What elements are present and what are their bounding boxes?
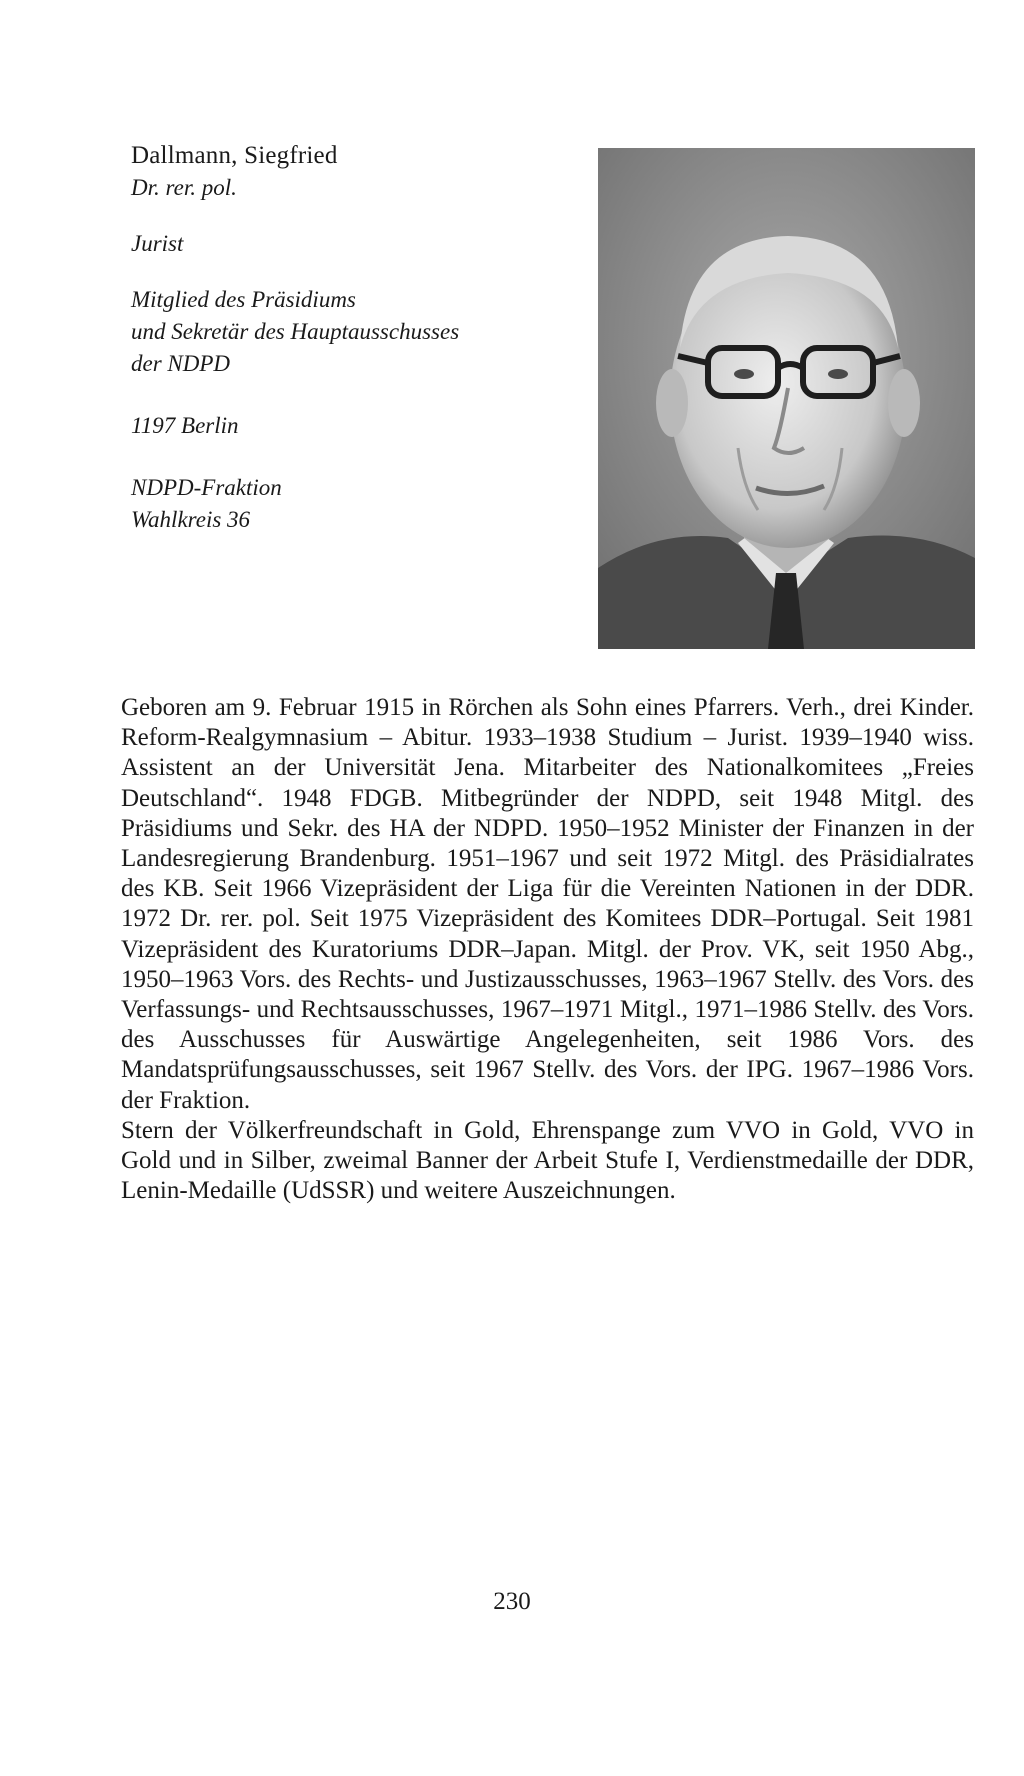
person-name: Dallmann, Siegfried xyxy=(131,142,338,169)
positions-block xyxy=(131,284,571,380)
biography-awards: Stern der Völkerfreundschaft in Gold, Ehrenspange zum VVO in Gold, VVO in Gold und in Silber, zweimal Banner der Arbeit Stufe I, Verdienstmedaille der DDR, Lenin-Medaille (UdSSR) und weitere Auszeichnungen. xyxy=(121,1116,974,1205)
faction: NDPD-Fraktion xyxy=(131,475,282,500)
profession: Jurist xyxy=(131,231,184,256)
faction-block xyxy=(131,472,571,536)
constituency: Wahlkreis 36 xyxy=(131,507,251,532)
academic-title: Dr. rer. pol. xyxy=(131,175,237,200)
portrait-photo xyxy=(598,148,975,649)
position-line-3: der NDPD xyxy=(131,351,231,376)
entry-header xyxy=(131,140,571,536)
address: 1197 Berlin xyxy=(131,413,239,438)
page-number: 230 xyxy=(493,1588,531,1615)
position-line-2: und Sekretär des Hauptausschusses xyxy=(131,319,460,344)
biography-text xyxy=(121,693,974,1206)
position-line-1: Mitglied des Präsidiums xyxy=(131,287,356,312)
biography-career: Geboren am 9. Februar 1915 in Rörchen als Sohn eines Pfarrers. Verh., drei Kinder. Reform-Realgymnasium – Abitur. 1933–1938 Studium – Jurist. 1939–1940 wiss. Assistent an der Universität Jena. Mitarbeiter des Nationalkomitees „Freies Deutschland“. 1948 FDGB. Mitbegründer der NDPD, seit 1948 Mitgl. des Präsidiums und Sekr. des HA der NDPD. 1950–1952 Minister der Finanzen in der Landesregierung Brandenburg. 1951–1967 und seit 1972 Mitgl. des Präsidialrates des KB. Seit 1966 Vizepräsident der Liga für die Vereinten Nationen in der DDR. 1972 Dr. rer. pol. Seit 1975 Vizepräsident des Komitees DDR–Portugal. Seit 1981 Vizepräsident des Kuratoriums DDR–Japan. Mitgl. der Prov. VK, seit 1950 Abg., 1950–1963 Vors. des Rechts- und Justizausschusses, 1963–1967 Stellv. des Vors. des Verfassungs- und Rechtsausschusses, 1967–1971 Mitgl., 1971–1986 Stellv. des Vors. des Ausschusses für Auswärtige Angelegenheiten, seit 1986 Vors. des Mandatsprüfungsausschusses, seit 1967 Stellv. des Vors. der IPG. 1967–1986 Vors. der Fraktion. xyxy=(121,694,974,1114)
